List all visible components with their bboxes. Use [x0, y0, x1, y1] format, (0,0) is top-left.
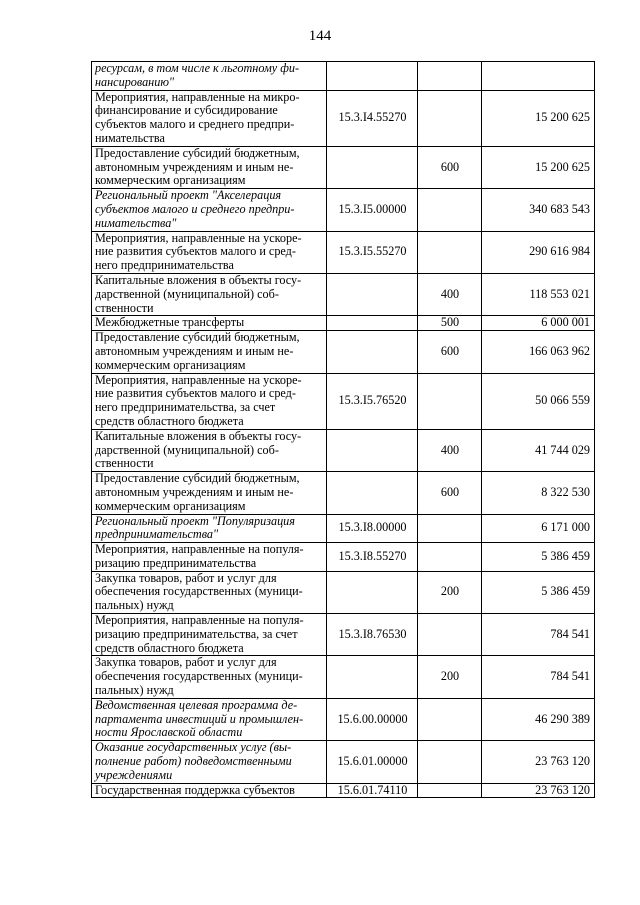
row-code-cell [327, 514, 418, 543]
row-amount-cell [482, 698, 595, 740]
row-code-cell [327, 146, 418, 188]
row-code-cell [327, 741, 418, 783]
table-row [92, 656, 595, 698]
row-code-cell [327, 783, 418, 798]
row-name-cell [92, 571, 327, 613]
row-amount-cell-text: 6 000 001 [541, 315, 590, 330]
row-expense-type-cell [418, 316, 482, 331]
row-name-cell [92, 373, 327, 429]
row-amount-cell-text: 5 386 459 [541, 584, 590, 599]
row-name-cell-text: Капитальные вложения в объекты госу- дарственной (муниципальной) соб- ственности [95, 429, 302, 471]
row-amount-cell [482, 273, 595, 315]
row-amount-cell [482, 543, 595, 572]
row-name-cell-text: Региональный проект "Популяризация предпринимательства" [95, 514, 295, 542]
row-amount-cell-text: 340 683 543 [529, 201, 590, 216]
row-name-cell-text: Оказание государственных услуг (вы- полнение работ) подведомственными учреждениями [95, 740, 292, 782]
row-name-cell [92, 62, 327, 91]
row-name-cell-text: Мероприятия, направленные на популя- ризацию предпринимательства [95, 542, 304, 570]
table-row [92, 543, 595, 572]
row-amount-cell-text: 784 541 [550, 669, 590, 684]
row-expense-type-cell [418, 472, 482, 514]
row-expense-type-cell [418, 331, 482, 373]
row-code-cell [327, 472, 418, 514]
row-expense-type-cell-text: 200 [440, 669, 460, 684]
row-amount-cell-text: 23 763 120 [535, 754, 590, 769]
row-amount-cell [482, 614, 595, 656]
page-number: 144 [308, 28, 332, 44]
row-code-cell [327, 543, 418, 572]
row-name-cell-text: ресурсам, в том числе к льготному фи- нансированию" [95, 61, 300, 89]
row-amount-cell [482, 571, 595, 613]
row-expense-type-cell [418, 514, 482, 543]
row-code-cell [327, 189, 418, 231]
row-amount-cell [482, 62, 595, 91]
table-row [92, 429, 595, 471]
budget-table-body [92, 62, 595, 798]
table-row [92, 698, 595, 740]
row-expense-type-cell [418, 614, 482, 656]
table-row [92, 331, 595, 373]
row-expense-type-cell [418, 571, 482, 613]
row-name-cell [92, 90, 327, 146]
row-expense-type-cell [418, 146, 482, 188]
row-amount-cell-text: 290 616 984 [529, 244, 590, 259]
row-name-cell-text: Мероприятия, направленные на ускоре- ние развития субъектов малого и сред- него предпринимательства [95, 231, 302, 273]
row-code-cell-text: 15.6.01.74110 [337, 783, 408, 797]
row-name-cell-text: Закупка товаров, работ и услуг для обеспечения государственных (муници- пальных) нужд [95, 571, 303, 613]
row-amount-cell [482, 656, 595, 698]
row-expense-type-cell [418, 273, 482, 315]
row-name-cell [92, 472, 327, 514]
row-amount-cell-text: 6 171 000 [541, 520, 590, 535]
row-code-cell [327, 429, 418, 471]
row-amount-cell [482, 373, 595, 429]
row-name-cell [92, 514, 327, 543]
row-name-cell [92, 316, 327, 331]
row-code-cell [327, 62, 418, 91]
row-name-cell-text: Межбюджетные трансферты [95, 315, 245, 330]
row-name-cell [92, 543, 327, 572]
row-expense-type-cell-text: 600 [440, 484, 460, 499]
table-row [92, 373, 595, 429]
row-amount-cell-text: 784 541 [550, 626, 590, 641]
table-row [92, 783, 595, 798]
row-expense-type-cell-text: 400 [440, 442, 460, 457]
row-amount-cell [482, 783, 595, 798]
row-name-cell-text: Предоставление субсидий бюджетным, автономным учреждениям и иным не- коммерческим организациям [95, 330, 300, 372]
row-code-cell-text: 15.6.01.00000 [337, 754, 408, 769]
row-amount-cell [482, 331, 595, 373]
row-name-cell [92, 146, 327, 188]
row-name-cell [92, 231, 327, 273]
row-expense-type-cell [418, 783, 482, 798]
row-expense-type-cell-text: 600 [440, 159, 460, 174]
row-name-cell-text: Мероприятия, направленные на микро- финансирование и субсидирование субъектов малого и среднего предпри- нимательства [95, 90, 300, 145]
row-amount-cell-text: 50 066 559 [535, 393, 590, 408]
table-row [92, 189, 595, 231]
table-row [92, 273, 595, 315]
row-code-cell [327, 316, 418, 331]
table-row [92, 571, 595, 613]
row-name-cell-text: Капитальные вложения в объекты госу- дарственной (муниципальной) соб- ственности [95, 273, 302, 315]
row-name-cell-text: Государственная поддержка субъектов [95, 783, 295, 797]
row-code-cell [327, 373, 418, 429]
row-code-cell [327, 273, 418, 315]
row-expense-type-cell [418, 231, 482, 273]
row-code-cell-text: 15.3.I8.00000 [338, 520, 407, 535]
row-name-cell-text: Закупка товаров, работ и услуг для обеспечения государственных (муници- пальных) нужд [95, 655, 303, 698]
row-code-cell [327, 614, 418, 656]
row-amount-cell-text: 15 200 625 [535, 159, 590, 174]
row-expense-type-cell-text: 200 [440, 584, 460, 599]
row-code-cell [327, 90, 418, 146]
table-row [92, 231, 595, 273]
row-name-cell-text: Ведомственная целевая программа де- партамента инвестиций и промышлен- ности Ярославской области [95, 698, 304, 740]
row-amount-cell [482, 741, 595, 783]
row-code-cell-text: 15.3.I4.55270 [338, 110, 407, 125]
row-amount-cell-text: 118 553 021 [529, 286, 590, 301]
row-name-cell-text: Предоставление субсидий бюджетным, автономным учреждениям и иным не- коммерческим организациям [95, 146, 300, 188]
table-row [92, 741, 595, 783]
row-amount-cell-text: 46 290 389 [535, 711, 590, 726]
row-amount-cell [482, 146, 595, 188]
row-amount-cell-text: 41 744 029 [535, 442, 590, 457]
row-expense-type-cell-text: 400 [440, 286, 460, 301]
row-amount-cell [482, 231, 595, 273]
row-name-cell-text: Мероприятия, направленные на ускоре- ние развития субъектов малого и сред- него предпринимательства, за счет средств областного бюджета [95, 373, 302, 428]
row-expense-type-cell [418, 543, 482, 572]
budget-table [91, 61, 595, 798]
row-code-cell [327, 571, 418, 613]
table-row [92, 316, 595, 331]
table-row [92, 472, 595, 514]
row-expense-type-cell [418, 698, 482, 740]
row-name-cell [92, 783, 327, 798]
row-amount-cell [482, 316, 595, 331]
row-code-cell [327, 698, 418, 740]
row-expense-type-cell [418, 90, 482, 146]
row-code-cell [327, 231, 418, 273]
row-expense-type-cell [418, 429, 482, 471]
row-name-cell [92, 331, 327, 373]
row-code-cell-text: 15.3.I5.76520 [338, 393, 407, 408]
table-row [92, 62, 595, 91]
row-name-cell [92, 273, 327, 315]
row-amount-cell-text: 5 386 459 [541, 548, 590, 563]
row-code-cell [327, 331, 418, 373]
table-row [92, 146, 595, 188]
row-amount-cell [482, 472, 595, 514]
row-expense-type-cell [418, 656, 482, 698]
row-name-cell [92, 656, 327, 698]
row-amount-cell-text: 23 763 120 [535, 783, 590, 797]
row-expense-type-cell [418, 373, 482, 429]
row-code-cell-text: 15.3.I8.55270 [338, 548, 407, 563]
row-amount-cell-text: 8 322 530 [541, 484, 590, 499]
row-amount-cell [482, 189, 595, 231]
row-amount-cell-text: 15 200 625 [535, 110, 590, 125]
row-name-cell [92, 429, 327, 471]
table-row [92, 514, 595, 543]
table-row [92, 614, 595, 656]
row-name-cell [92, 698, 327, 740]
row-amount-cell [482, 514, 595, 543]
row-name-cell [92, 189, 327, 231]
row-code-cell-text: 15.6.00.00000 [337, 711, 408, 726]
row-name-cell [92, 741, 327, 783]
table-row [92, 90, 595, 146]
row-expense-type-cell-text: 500 [440, 315, 460, 330]
row-code-cell-text: 15.3.I8.76530 [338, 626, 407, 641]
row-amount-cell-text: 166 063 962 [529, 343, 590, 358]
row-code-cell-text: 15.3.I5.00000 [338, 201, 407, 216]
row-expense-type-cell [418, 62, 482, 91]
row-name-cell-text: Предоставление субсидий бюджетным, автономным учреждениям и иным не- коммерческим организациям [95, 471, 300, 513]
row-expense-type-cell [418, 741, 482, 783]
row-name-cell-text: Региональный проект "Акселерация субъектов малого и среднего предпри- нимательства" [95, 188, 295, 230]
row-name-cell-text: Мероприятия, направленные на популя- ризацию предпринимательства, за счет средств областного бюджета [95, 613, 304, 655]
row-amount-cell [482, 90, 595, 146]
row-name-cell [92, 614, 327, 656]
row-expense-type-cell-text: 600 [440, 343, 460, 358]
row-code-cell [327, 656, 418, 698]
row-amount-cell [482, 429, 595, 471]
row-expense-type-cell [418, 189, 482, 231]
row-code-cell-text: 15.3.I5.55270 [338, 244, 407, 259]
